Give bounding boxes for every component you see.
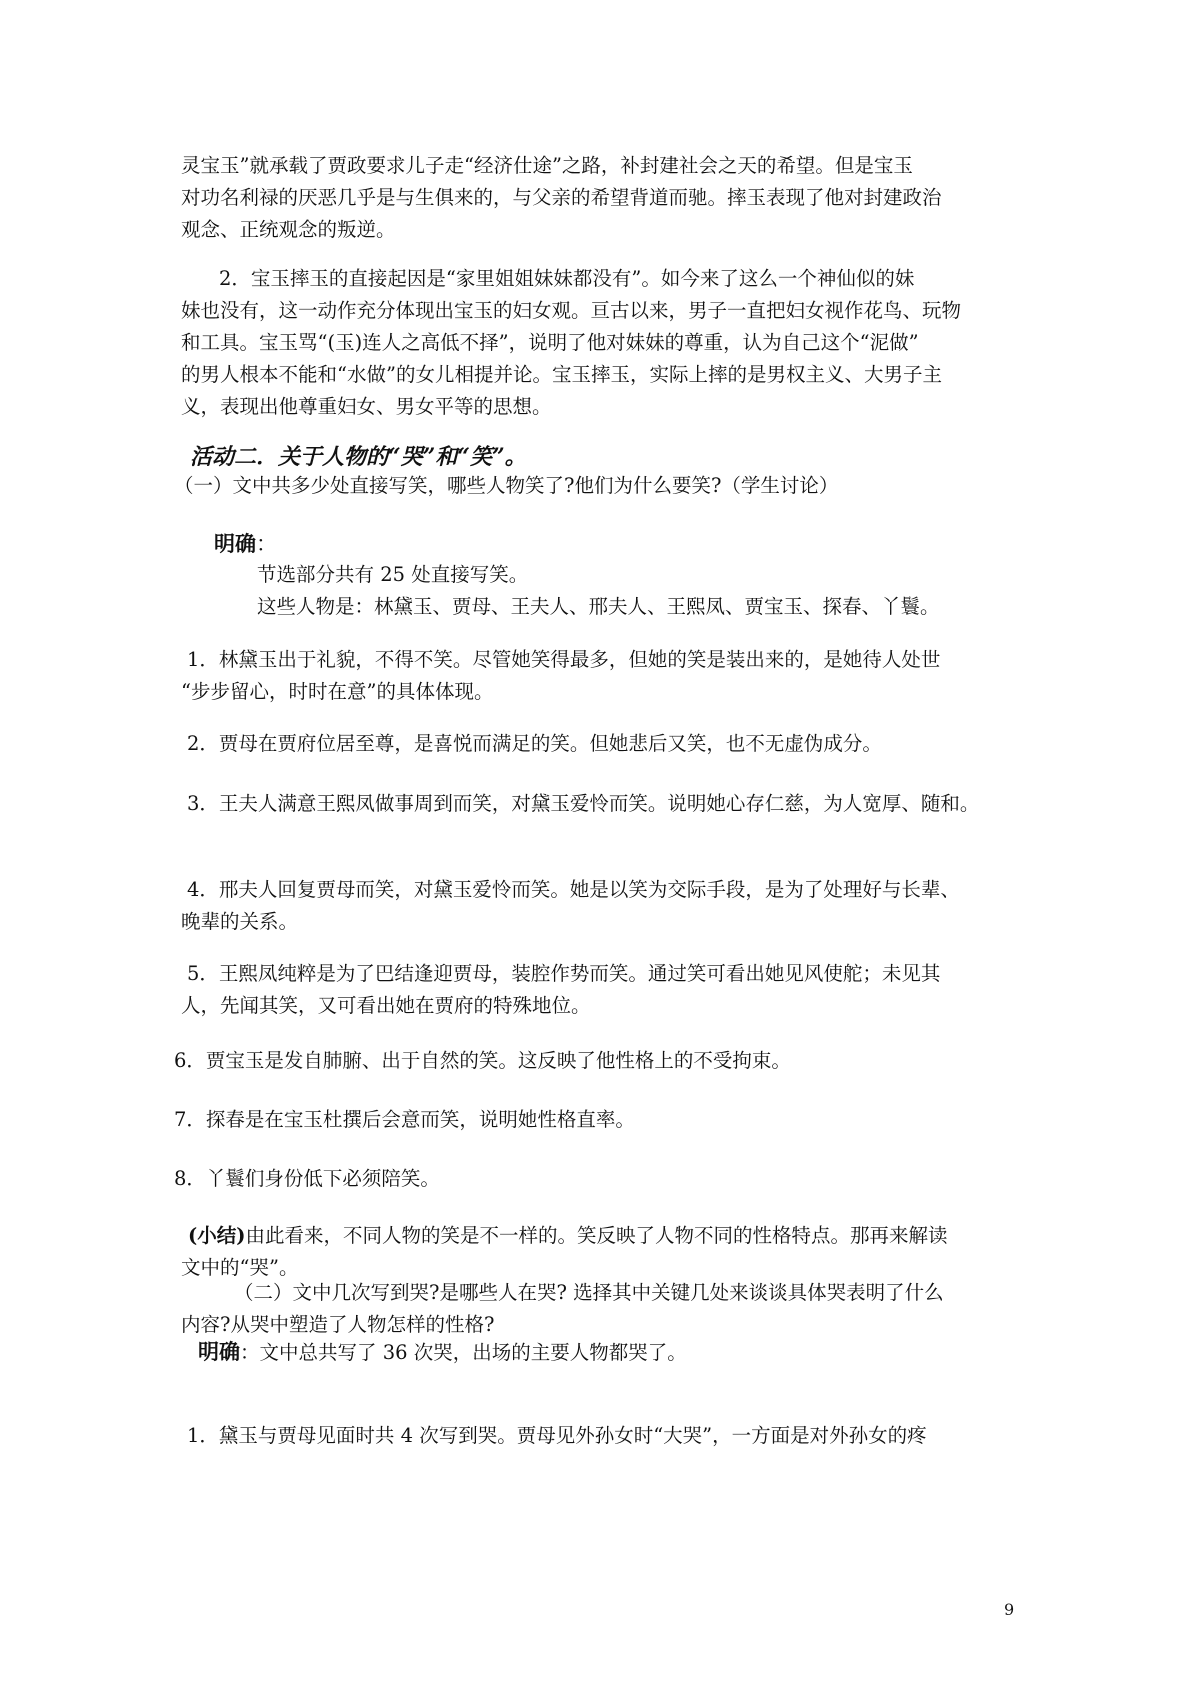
text-line: 5．王熙凤纯粹是为了巴结逢迎贾母，装腔作势而笑。通过笑可看出她见风使舵；未见其 xyxy=(187,962,941,985)
text-line: 2．宝玉摔玉的直接起因是“家里姐姐妹妹都没有”。如今来了这么一个神仙似的妹 xyxy=(219,267,915,290)
text-line: 义，表现出他尊重妇女、男女平等的思想。 xyxy=(181,395,552,418)
text-line: 节选部分共有 25 处直接写笑。 xyxy=(257,563,529,586)
question-2 xyxy=(181,1277,1031,1341)
smile-point-7 xyxy=(174,1104,1024,1136)
summary-text: 由此看来，不同人物的笑是不一样的。笑反映了人物不同的性格特点。那再来解读 xyxy=(245,1224,948,1247)
paragraph-point-2 xyxy=(181,263,1031,423)
mingque-2 xyxy=(198,1336,1048,1369)
text-line: 1．林黛玉出于礼貌，不得不笑。尽管她笑得最多，但她的笑是装出来的，是她待人处世 xyxy=(187,648,941,671)
smile-point-6 xyxy=(174,1045,1024,1077)
text-line: 文中的“哭”。 xyxy=(181,1256,299,1279)
cry-point-1 xyxy=(187,1420,1037,1452)
mingque-colon: ： xyxy=(256,532,277,556)
text-line: 观念、正统观念的叛逆。 xyxy=(181,218,396,241)
smile-point-3 xyxy=(181,788,1031,820)
text-line: 8．丫鬟们身份低下必须陪笑。 xyxy=(174,1167,440,1190)
text-line: 晚辈的关系。 xyxy=(181,910,299,933)
smile-point-8 xyxy=(174,1163,1024,1195)
text-line: 对功名利禄的厌恶几乎是与生俱来的，与父亲的希望背道而驰。摔玉表现了他对封建政治 xyxy=(181,186,942,209)
mingque-details xyxy=(257,559,1107,623)
summary-paragraph xyxy=(181,1220,1031,1284)
mingque-label: 明确 xyxy=(214,531,256,556)
text-line: 3．王夫人满意王熙凤做事周到而笑，对黛玉爱怜而笑。说明她心存仁慈，为人宽厚、随和。 xyxy=(187,792,980,815)
text-line: 2．贾母在贾府位居至尊，是喜悦而满足的笑。但她悲后又笑，也不无虚伪成分。 xyxy=(187,732,882,755)
text-line: 人，先闻其笑，又可看出她在贾府的特殊地位。 xyxy=(181,994,591,1017)
text-line: “步步留心，时时在意”的具体体现。 xyxy=(181,680,494,703)
text-line: （一）文中共多少处直接写笑，哪些人物笑了?他们为什么要笑?（学生讨论） xyxy=(174,474,839,497)
text-line: 7．探春是在宝玉杜撰后会意而笑，说明她性格直率。 xyxy=(174,1108,635,1131)
section-heading-activity-2: 活动二．关于人物的“哭”和“笑”。 xyxy=(190,444,527,470)
text-line: 1．黛玉与贾母见面时共 4 次写到哭。贾母见外孙女时“大哭”，一方面是对外孙女的疼 xyxy=(187,1424,927,1447)
text-line: 内容?从哭中塑造了人物怎样的性格? xyxy=(181,1313,495,1336)
text-line: 灵宝玉”就承载了贾政要求儿子走“经济仕途”之路，补封建社会之天的希望。但是宝玉 xyxy=(181,154,913,177)
page-number: 9 xyxy=(1004,1600,1015,1619)
smile-point-5 xyxy=(181,958,1031,1022)
paragraph-baoyu-rebellion xyxy=(181,150,1031,246)
question-1 xyxy=(174,470,1024,502)
text-line: 的男人根本不能和“水做”的女儿相提并论。宝玉摔玉，实际上摔的是男权主义、大男子主 xyxy=(181,363,942,386)
text-line: 妹也没有，这一动作充分体现出宝玉的妇女观。亘古以来，男子一直把妇女视作花鸟、玩物 xyxy=(181,299,962,322)
mingque2-label: 明确 xyxy=(198,1339,240,1364)
smile-point-1 xyxy=(181,644,1031,708)
summary-label: (小结) xyxy=(188,1224,246,1247)
smile-point-4 xyxy=(181,874,1031,938)
mingque-heading xyxy=(214,528,1064,560)
text-line: 6．贾宝玉是发自肺腑、出于自然的笑。这反映了他性格上的不受拘束。 xyxy=(174,1049,791,1072)
text-line: 和工具。宝玉骂“(玉)连人之高低不择”，说明了他对妹妹的尊重，认为自己这个“泥做” xyxy=(181,331,919,354)
text-line: 这些人物是：林黛玉、贾母、王夫人、邢夫人、王熙凤、贾宝玉、探春、丫鬟。 xyxy=(257,595,940,618)
smile-point-2 xyxy=(181,728,1031,760)
text-line: 4．邢夫人回复贾母而笑，对黛玉爱怜而笑。她是以笑为交际手段，是为了处理好与长辈、 xyxy=(187,878,960,901)
text-line: （二）文中几次写到哭?是哪些人在哭? 选择其中关键几处来谈谈具体哭表明了什么 xyxy=(234,1281,944,1304)
mingque2-text: ：文中总共写了 36 次哭，出场的主要人物都哭了。 xyxy=(240,1341,687,1364)
